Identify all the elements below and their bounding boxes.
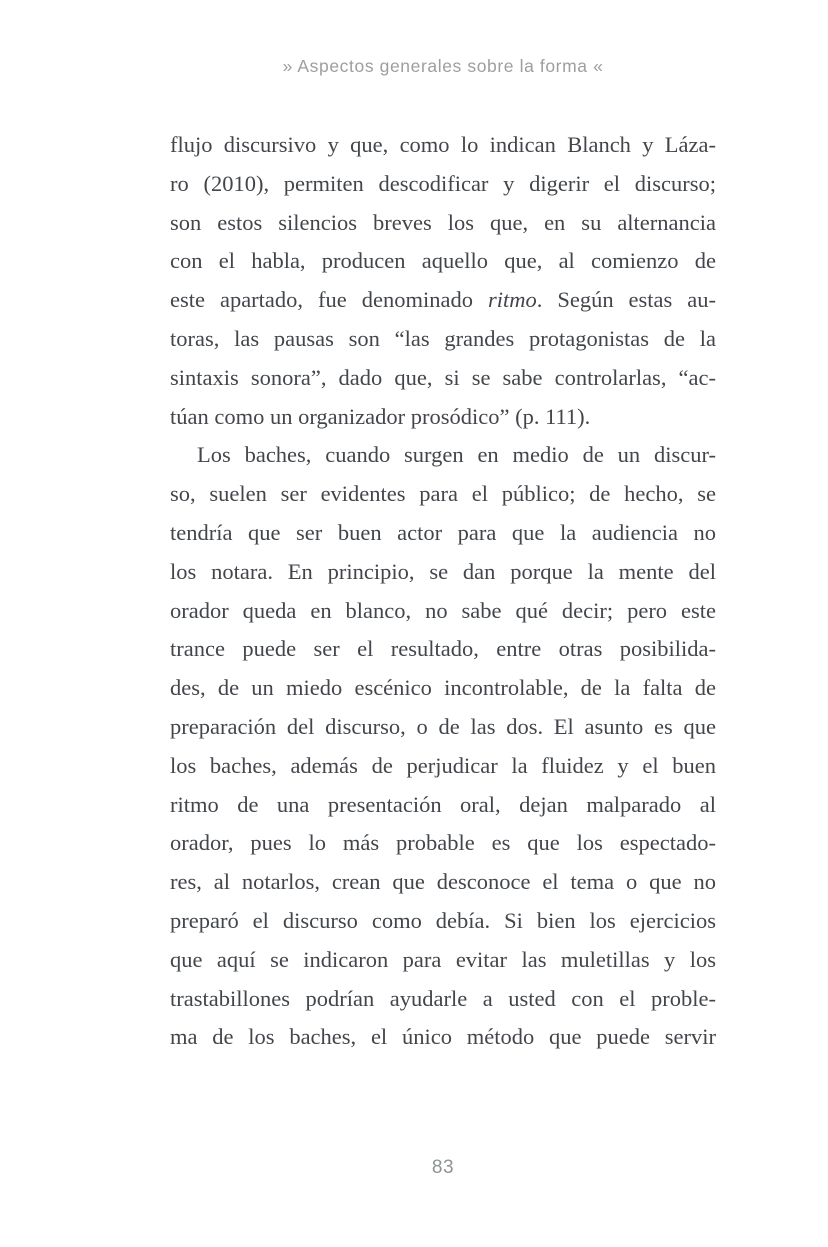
text-line <box>170 514 716 553</box>
text-line <box>170 902 716 941</box>
page-number: 83 <box>431 1157 455 1178</box>
text-segment: res, al notarlos, crean que desconoce el tema o que no <box>170 869 716 895</box>
text-line <box>170 475 716 514</box>
text-line <box>170 786 716 825</box>
text-segment: túan como un organizador prosódico” (p. 111). <box>170 403 591 429</box>
text-segment: que aquí se indicaron para evitar las muletillas y los <box>170 946 716 972</box>
text-segment: des, de un miedo escénico incontrolable, de la falta de <box>170 675 716 701</box>
text-line <box>170 398 716 437</box>
text-segment: preparación del discurso, o de las dos. El asunto es que <box>170 713 716 739</box>
text-segment: so, suelen ser evidentes para el público; de hecho, se <box>170 481 716 507</box>
italic-text-segment: ritmo <box>487 287 537 313</box>
text-segment: orador queda en blanco, no sabe qué decir; pero este <box>170 597 716 623</box>
text-segment: ma de los baches, el único método que puede servir <box>170 1024 716 1050</box>
text-segment: ro (2010), permiten descodificar y digerir el discurso; <box>170 170 716 196</box>
text-segment: flujo discursivo y que, como lo indican Blanch y Láza- <box>170 132 716 157</box>
text-line <box>170 824 716 863</box>
paragraph <box>170 436 716 1057</box>
text-line <box>170 630 716 669</box>
text-line <box>170 669 716 708</box>
text-line <box>170 941 716 980</box>
text-line <box>170 126 716 165</box>
text-segment: trance puede ser el resultado, entre otras posibilida- <box>170 636 716 662</box>
text-segment: son estos silencios breves los que, en su alternancia <box>170 209 716 235</box>
text-line <box>170 708 716 747</box>
body-text <box>170 126 716 1057</box>
text-segment: ritmo de una presentación oral, dejan malparado al <box>170 791 716 817</box>
text-segment: toras, las pausas son “las grandes protagonistas de la <box>170 325 716 351</box>
text-line <box>170 592 716 631</box>
text-line <box>170 242 716 281</box>
text-segment: los notara. En principio, se dan porque la mente del <box>170 558 716 584</box>
text-segment: preparó el discurso como debía. Si bien los ejercicios <box>170 907 716 933</box>
text-segment: trastabillones podrían ayudarle a usted con el proble- <box>170 985 716 1011</box>
paragraph <box>170 126 716 436</box>
text-segment: este apartado, fue denominado <box>170 287 488 313</box>
text-segment: Los baches, cuando surgen en medio de un discur- <box>197 442 716 468</box>
text-line <box>170 204 716 243</box>
text-line <box>170 553 716 592</box>
running-header: » Aspectos generales sobre la forma « <box>282 56 604 76</box>
text-line <box>170 747 716 786</box>
text-segment: los baches, además de perjudicar la fluidez y el buen <box>170 752 716 778</box>
text-segment: . Según estas au- <box>536 287 717 313</box>
text-line <box>170 980 716 1019</box>
text-line <box>170 436 716 475</box>
text-segment: sintaxis sonora”, dado que, si se sabe controlarlas, “ac- <box>170 364 716 390</box>
text-line <box>170 320 716 359</box>
text-line <box>170 359 716 398</box>
text-line <box>170 165 716 204</box>
text-line <box>170 863 716 902</box>
text-segment: orador, pues lo más probable es que los espectado- <box>170 830 716 856</box>
text-segment: tendría que ser buen actor para que la audiencia no <box>170 519 716 545</box>
text-line <box>170 281 716 320</box>
text-line <box>170 1018 716 1057</box>
text-segment: con el habla, producen aquello que, al comienzo de <box>170 248 716 274</box>
